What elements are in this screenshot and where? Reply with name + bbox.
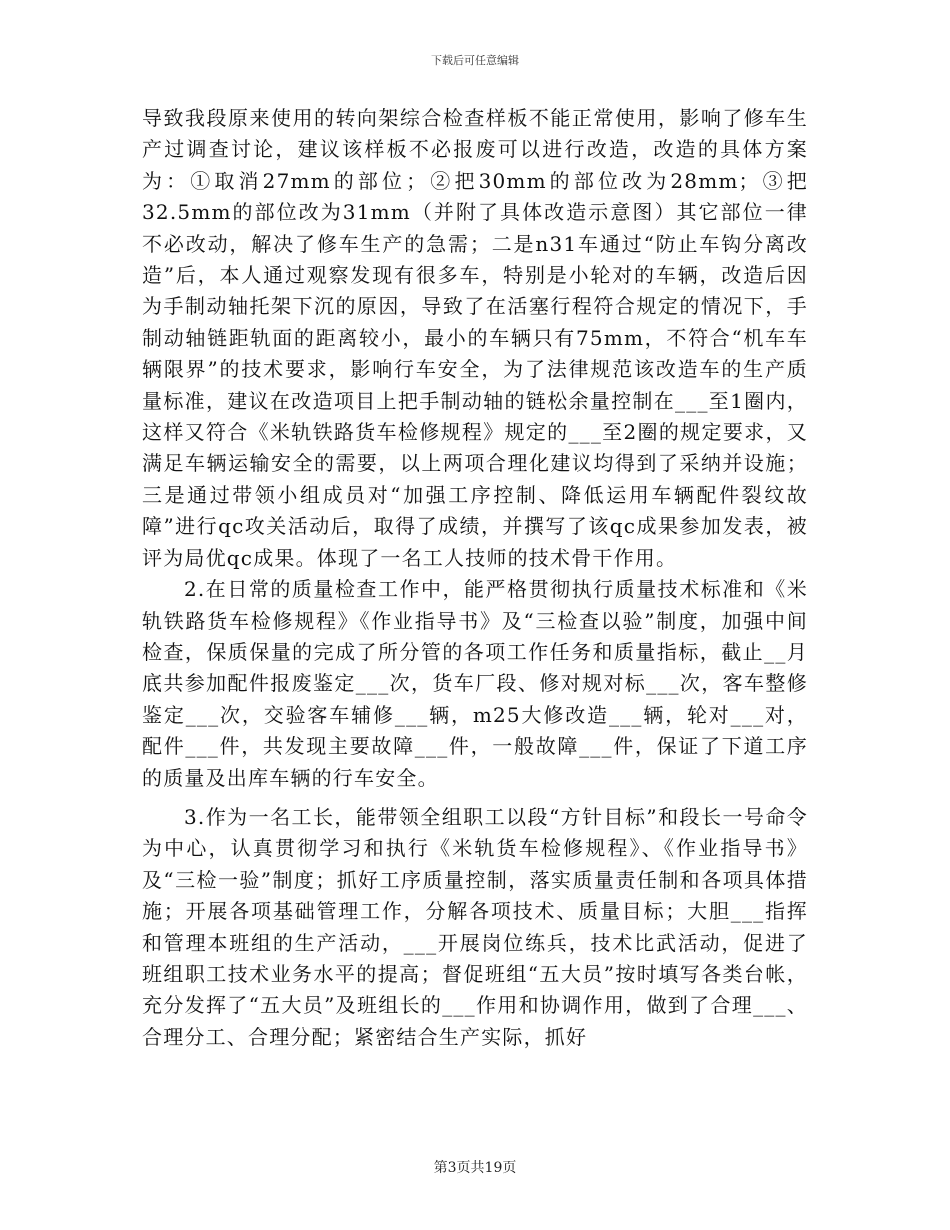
paragraph-item-3: 3.作为一名工长，能带领全组职工以段“方针目标”和段长一号命令为中心，认真贯彻学习和执行《米轨货车检修规程》、《作业指导书》及“三检一验”制度；抓好工序质量控制，落实质量责任制和各项具体措施；开展各项基础管理工作，分解各项技术、质量目标；大胆___指挥和管理本班组的生产活动，___开展岗位练兵，技术比武活动，促进了班组职工技术业务水平的提高；督促班组“五大员”按时填写各类台帐，充分发挥了“五大员”及班组长的___作用和协调作用，做到了合理___、合理分工、合理分配；紧密结合生产实际，抓好 [142,804,808,1049]
page-header: 下载后可任意编辑 [431,54,519,67]
paragraph-item-2: 2.在日常的质量检查工作中，能严格贯彻执行质量技术标准和《米轨铁路货车检修规程》《作业指导书》及“三检查以验”制度，加强中间检查，保质保量的完成了所分管的各项工作任务和质量指标，截止__月底共参加配件报废鉴定___次，货车厂段、修对规对标___次，客车整修鉴定___次，交验客车辅修___辆，m25大修改造___辆，轮对___对，配件___件，共发现主要故障___件，一般故障___件，保证了下道工序的质量及出库车辆的行车安全。 [142,577,808,790]
body-text [142,103,808,1053]
paragraph-continuation: 导致我段原来使用的转向架综合检查样板不能正常使用，影响了修车生产过调查讨论，建议该样板不必报废可以进行改造，改造的具体方案为：①取消27mm的部位；②把30mm的部位改为28mm；③把32.5mm的部位改为31mm（并附了具体改造示意图）其它部位一律不必改动，解决了修车生产的急需；二是n31车通过“防止车钩分离改造”后，本人通过观察发现有很多车，特别是小轮对的车辆，改造后因为手制动轴托架下沉的原因，导致了在活塞行程符合规定的情况下，手制动轴链距轨面的距离较小，最小的车辆只有75mm，不符合“机车车辆限界”的技术要求，影响行车安全，为了法律规范该改造车的生产质量标准，建议在改造项目上把手制动轴的链松余量控制在___至1圈内，这样又符合《米轨铁路货车检修规程》规定的___至2圈的规定要求，又满足车辆运输安全的需要，以上两项合理化建议均得到了采纳并设施；三是通过带领小组成员对“加强工序控制、降低运用车辆配件裂纹故障”进行qc攻关活动后，取得了成绩，并撰写了该qc成果参加发表，被评为局优qc成果。体现了一名工人技师的技术骨干作用。 [142,106,808,570]
page-number-footer: 第3页共19页 [433,1160,517,1176]
